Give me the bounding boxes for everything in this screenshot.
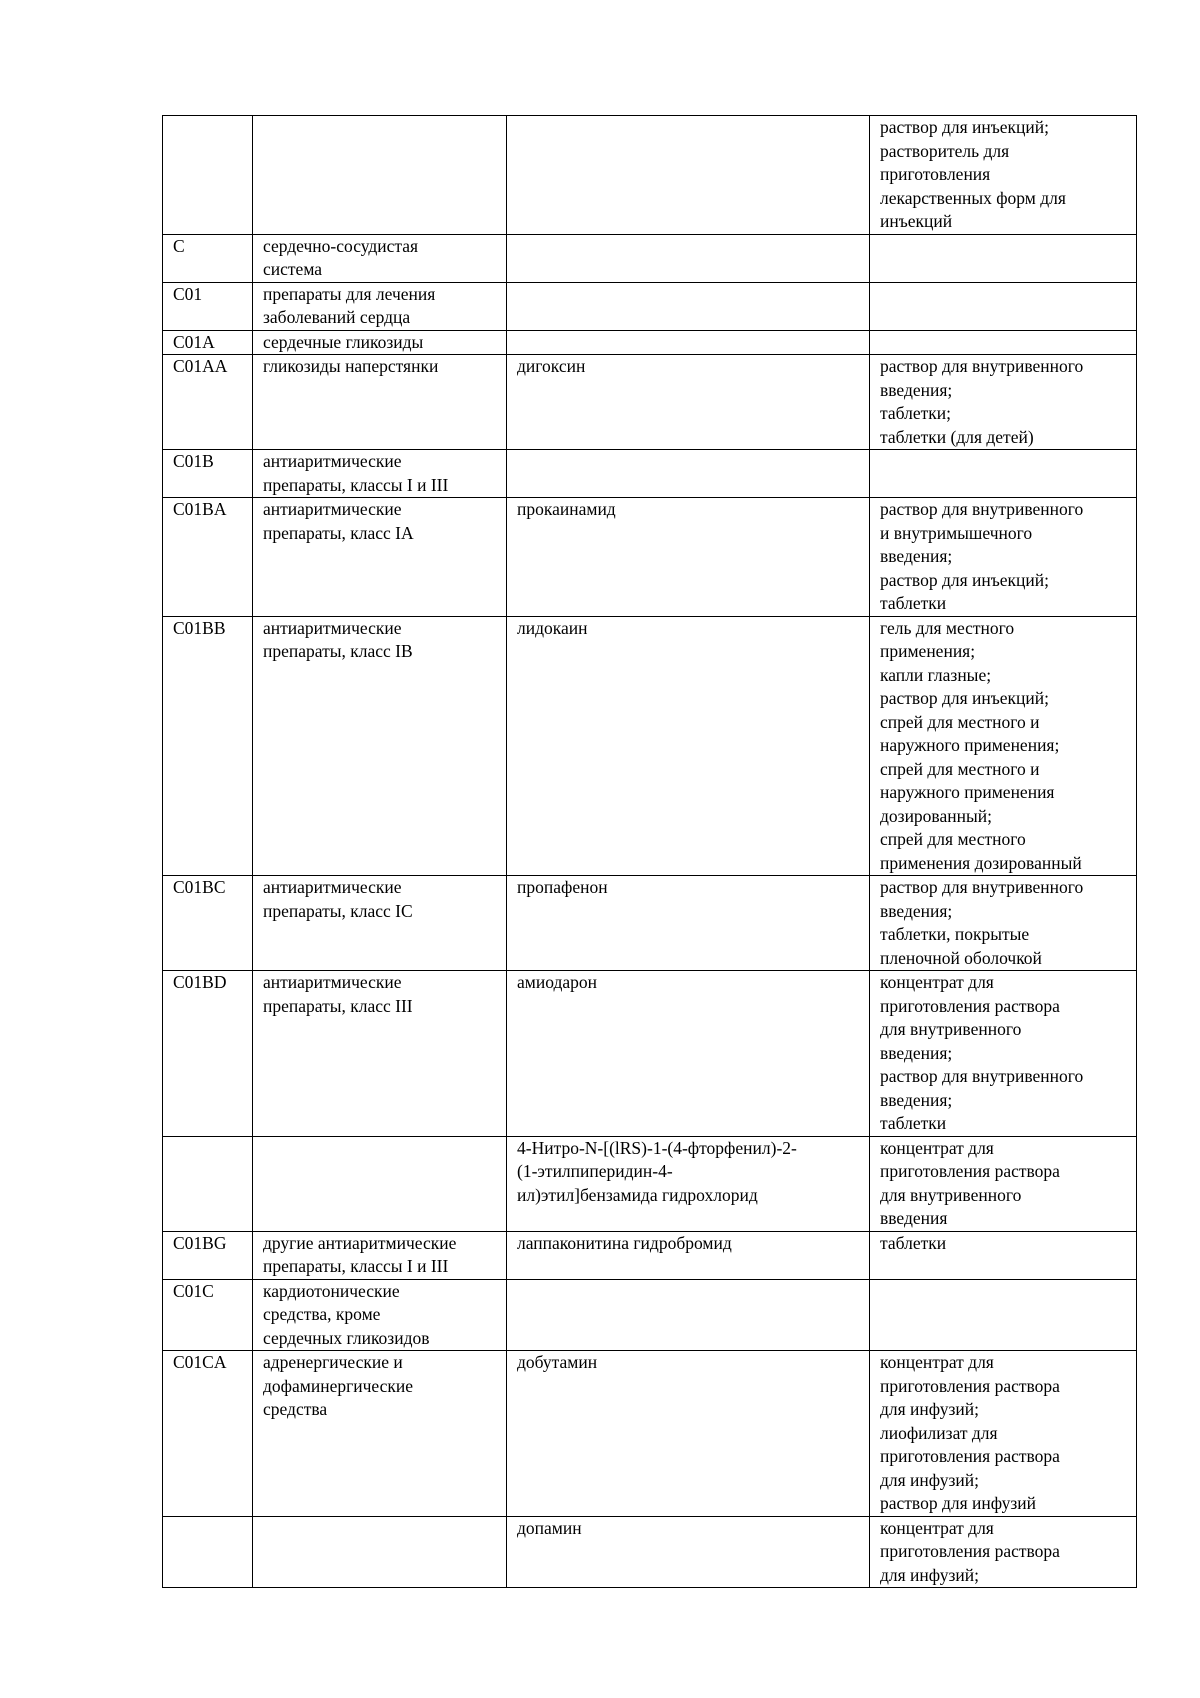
drug-name-cell — [507, 876, 870, 971]
cell-text-line: введения; — [880, 379, 953, 400]
dosage-forms-cell — [870, 282, 1137, 330]
anatomical-group-cell — [253, 498, 507, 617]
cell-text-line: приготовления раствора — [880, 1161, 1060, 1181]
anatomical-group-cell — [253, 116, 507, 235]
cell-text-line: пропафенон — [517, 877, 608, 897]
dosage-forms-cell — [870, 355, 1137, 450]
drug-name-cell — [507, 1231, 870, 1279]
dosage-forms-cell — [870, 1351, 1137, 1517]
cell-text-line: раствор для внутривенного — [880, 499, 1084, 519]
dosage-forms-cell — [870, 450, 1137, 498]
anatomical-group-cell — [253, 1516, 507, 1588]
cell-text: C01 — [173, 283, 203, 304]
cell-text-line: другие антиаритмические — [263, 1232, 457, 1253]
dosage-forms-cell — [870, 234, 1137, 282]
cell-text-line: средства, кроме — [263, 1304, 381, 1324]
atc-code-cell — [163, 1279, 253, 1351]
cell-text-line: (1-этилпиперидин-4- — [517, 1161, 673, 1181]
atc-code-cell — [163, 971, 253, 1137]
cell-text-line: концентрат для — [880, 972, 994, 992]
cell-text-line: кардиотонические — [263, 1280, 400, 1301]
cell-text-line: для инфузий; — [880, 1399, 979, 1419]
cell-text-line: таблетки (для детей) — [880, 426, 1034, 447]
anatomical-group-cell — [253, 330, 507, 355]
cell-text-line: гликозиды наперстянки — [263, 356, 439, 376]
cell-text-line: наружного применения — [880, 782, 1055, 802]
cell-text-line: инъекций — [880, 211, 953, 231]
cell-text-line: ил)этил]бензамида гидрохлорид — [517, 1184, 758, 1205]
cell-text-line: антиаритмические — [263, 877, 402, 897]
cell-text-line: заболеваний сердца — [263, 307, 411, 327]
drug-name-cell — [507, 355, 870, 450]
cell-text-line: для инфузий; — [880, 1564, 979, 1585]
cell-text-line: применения дозированный — [880, 852, 1082, 873]
cell-text-line: антиаритмические — [263, 451, 402, 471]
table-row — [163, 1516, 1137, 1588]
dosage-forms-cell — [870, 330, 1137, 355]
cell-text-line: раствор для инъекций; — [880, 117, 1050, 137]
cell-text-line: раствор для внутривенного — [880, 877, 1084, 897]
cell-text-line: препараты, класс IB — [263, 641, 413, 661]
cell-text-line: для инфузий; — [880, 1469, 979, 1490]
drug-name-cell — [507, 116, 870, 235]
cell-text-line: концентрат для — [880, 1352, 994, 1372]
table-row — [163, 450, 1137, 498]
anatomical-group-cell — [253, 1231, 507, 1279]
cell-text-line: для внутривенного — [880, 1019, 1022, 1039]
dosage-forms-cell — [870, 616, 1137, 876]
cell-text-line: таблетки — [880, 593, 947, 613]
atc-code-cell — [163, 330, 253, 355]
cell-text-line: препараты, класс IA — [263, 522, 414, 543]
table-body — [163, 116, 1137, 1588]
atc-code-cell — [163, 234, 253, 282]
cell-text-line: введения; — [880, 1089, 953, 1110]
atc-code-cell — [163, 876, 253, 971]
table-row — [163, 116, 1137, 235]
cell-text: C01BB — [173, 617, 226, 638]
anatomical-group-cell — [253, 234, 507, 282]
drug-name-cell — [507, 234, 870, 282]
cell-text-line: раствор для внутривенного — [880, 356, 1084, 376]
cell-text: C01A — [173, 331, 215, 352]
drug-name-cell — [507, 1136, 870, 1231]
table-row — [163, 616, 1137, 876]
cell-text-line: для внутривенного — [880, 1184, 1022, 1205]
atc-code-cell — [163, 116, 253, 235]
cell-text-line: препараты, класс III — [263, 995, 413, 1016]
dosage-forms-cell — [870, 1231, 1137, 1279]
cell-text-line: приготовления — [880, 164, 991, 184]
anatomical-group-cell — [253, 1136, 507, 1231]
anatomical-group-cell — [253, 355, 507, 450]
dosage-forms-cell — [870, 498, 1137, 617]
drug-name-cell — [507, 1516, 870, 1588]
cell-text-line: добутамин — [517, 1352, 598, 1372]
cell-text-line: препараты, классы I и III — [263, 1256, 449, 1276]
cell-text-line: раствор для инъекций; — [880, 569, 1050, 590]
cell-text-line: таблетки, покрытые — [880, 924, 1030, 944]
cell-text-line: препараты, классы I и III — [263, 474, 449, 495]
cell-text-line: амиодарон — [517, 972, 597, 992]
atc-code-cell — [163, 355, 253, 450]
cell-text-line: сердечные гликозиды — [263, 331, 424, 352]
atc-code-cell — [163, 1136, 253, 1231]
dosage-forms-cell — [870, 1516, 1137, 1588]
cell-text: C01BG — [173, 1232, 227, 1253]
cell-text: C — [173, 235, 185, 256]
cell-text: C01CA — [173, 1352, 227, 1372]
cell-text-line: антиаритмические — [263, 972, 402, 992]
cell-text-line: пленочной оболочкой — [880, 947, 1042, 968]
cell-text-line: препараты для лечения — [263, 283, 436, 304]
cell-text-line: приготовления раствора — [880, 995, 1060, 1016]
table-row — [163, 1279, 1137, 1351]
atc-code-cell — [163, 282, 253, 330]
cell-text-line: раствор для внутривенного — [880, 1066, 1084, 1086]
table-row — [163, 355, 1137, 450]
table-row — [163, 971, 1137, 1137]
drug-name-cell — [507, 282, 870, 330]
drug-name-cell — [507, 1279, 870, 1351]
table-row — [163, 1351, 1137, 1517]
atc-code-cell — [163, 616, 253, 876]
atc-code-cell — [163, 1351, 253, 1517]
cell-text-line: сердечных гликозидов — [263, 1327, 430, 1348]
cell-text-line: концентрат для — [880, 1517, 994, 1538]
cell-text-line: допамин — [517, 1517, 582, 1538]
table-row — [163, 1136, 1137, 1231]
anatomical-group-cell — [253, 971, 507, 1137]
cell-text-line: и внутримышечного — [880, 522, 1033, 543]
cell-text: C01B — [173, 451, 214, 471]
cell-text-line: дигоксин — [517, 356, 586, 376]
atc-code-cell — [163, 1516, 253, 1588]
cell-text-line: концентрат для — [880, 1137, 994, 1158]
drug-name-cell — [507, 971, 870, 1137]
cell-text-line: наружного применения; — [880, 735, 1060, 755]
cell-text-line: гель для местного — [880, 617, 1015, 638]
table-row — [163, 498, 1137, 617]
cell-text-line: антиаритмические — [263, 499, 402, 519]
cell-text: C01BD — [173, 972, 227, 992]
drug-name-cell — [507, 1351, 870, 1517]
cell-text-line: спрей для местного — [880, 829, 1026, 849]
drug-name-cell — [507, 498, 870, 617]
cell-text-line: сердечно-сосудистая — [263, 235, 419, 256]
cell-text-line: спрей для местного и — [880, 758, 1040, 779]
cell-text-line: введения; — [880, 546, 953, 566]
cell-text: C01AA — [173, 356, 228, 376]
cell-text-line: раствор для инфузий — [880, 1493, 1037, 1513]
cell-text-line: капли глазные; — [880, 664, 992, 685]
cell-text-line: спрей для местного и — [880, 711, 1040, 732]
cell-text-line: адренергические и — [263, 1352, 403, 1372]
cell-text-line: раствор для инъекций; — [880, 688, 1050, 708]
cell-text-line: введения; — [880, 1042, 953, 1063]
drug-name-cell — [507, 450, 870, 498]
table-row — [163, 282, 1137, 330]
cell-text-line: растворитель для — [880, 140, 1010, 161]
cell-text-line: прокаинамид — [517, 499, 616, 519]
anatomical-group-cell — [253, 616, 507, 876]
cell-text: C01BA — [173, 499, 227, 519]
cell-text-line: 4-Нитро-N-[(lRS)-1-(4-фторфенил)-2- — [517, 1137, 797, 1158]
cell-text: C01C — [173, 1280, 214, 1301]
cell-text-line: препараты, класс IC — [263, 900, 413, 921]
cell-text-line: приготовления раствора — [880, 1541, 1060, 1561]
cell-text-line: таблетки — [880, 1232, 947, 1253]
medicines-table — [162, 115, 1137, 1588]
cell-text-line: дозированный; — [880, 805, 992, 826]
cell-text-line: введения — [880, 1208, 948, 1228]
cell-text: C01BC — [173, 877, 226, 897]
atc-code-cell — [163, 450, 253, 498]
anatomical-group-cell — [253, 1279, 507, 1351]
cell-text-line: лаппаконитина гидробромид — [517, 1232, 732, 1253]
dosage-forms-cell — [870, 1136, 1137, 1231]
cell-text-line: приготовления раствора — [880, 1375, 1060, 1396]
table-row — [163, 234, 1137, 282]
atc-code-cell — [163, 1231, 253, 1279]
table-row — [163, 876, 1137, 971]
anatomical-group-cell — [253, 282, 507, 330]
cell-text-line: применения; — [880, 641, 976, 661]
cell-text-line: средства — [263, 1399, 328, 1419]
dosage-forms-cell — [870, 116, 1137, 235]
dosage-forms-cell — [870, 1279, 1137, 1351]
drug-name-cell — [507, 330, 870, 355]
cell-text-line: лиофилизат для — [880, 1422, 998, 1443]
atc-code-cell — [163, 498, 253, 617]
table-row — [163, 1231, 1137, 1279]
cell-text-line: таблетки — [880, 1113, 947, 1133]
table-row — [163, 330, 1137, 355]
anatomical-group-cell — [253, 876, 507, 971]
drug-name-cell — [507, 616, 870, 876]
cell-text-line: лидокаин — [517, 617, 588, 638]
dosage-forms-cell — [870, 971, 1137, 1137]
anatomical-group-cell — [253, 1351, 507, 1517]
cell-text-line: таблетки; — [880, 403, 951, 423]
cell-text-line: дофаминергические — [263, 1375, 414, 1396]
cell-text-line: антиаритмические — [263, 617, 402, 638]
dosage-forms-cell — [870, 876, 1137, 971]
cell-text-line: система — [263, 259, 323, 279]
cell-text-line: введения; — [880, 900, 953, 921]
cell-text-line: лекарственных форм для — [880, 187, 1066, 208]
anatomical-group-cell — [253, 450, 507, 498]
cell-text-line: приготовления раствора — [880, 1446, 1060, 1466]
